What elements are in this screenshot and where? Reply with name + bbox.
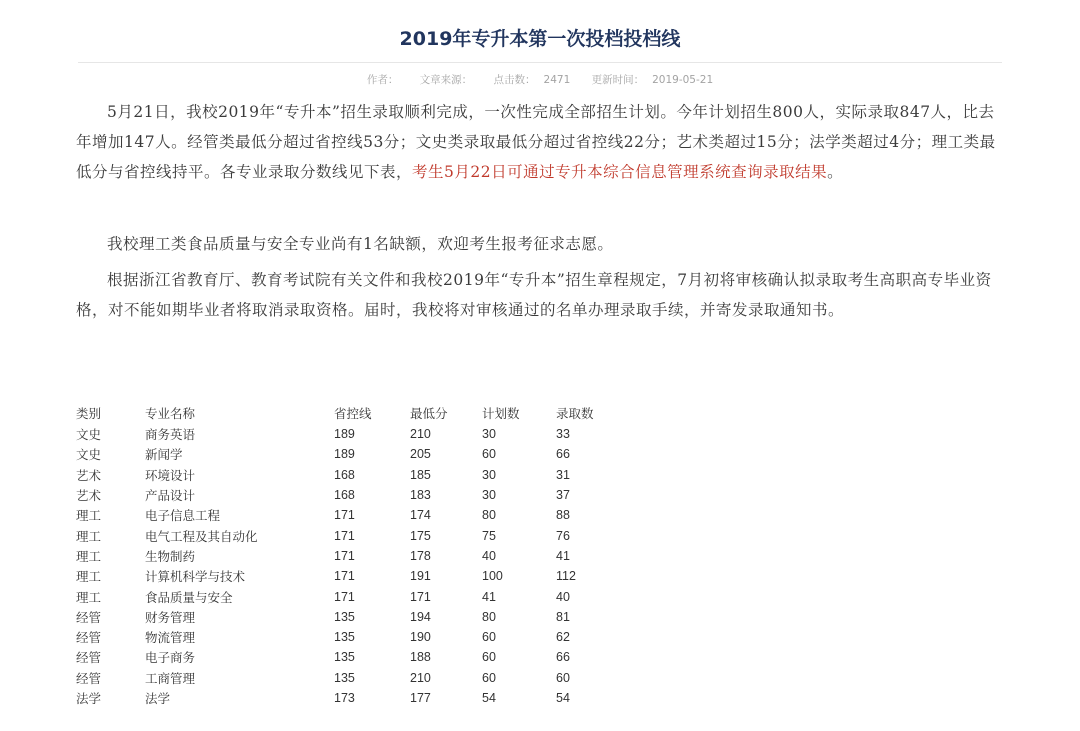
cell-min-score: 205 (410, 447, 431, 462)
cell-control-line: 173 (334, 691, 355, 705)
cell-plan-count: 60 (482, 670, 496, 685)
cell-control-line: 168 (334, 467, 355, 482)
header-category: 类别 (76, 407, 102, 421)
paragraph-admission-highlight: 考生5月22日可通过专升本综合信息管理系统查询录取结果 (412, 163, 828, 181)
cell-major: 计算机科学与技术 (145, 570, 246, 585)
meta-clicks-value: 2471 (543, 74, 571, 86)
cell-control-line: 168 (334, 488, 355, 503)
meta-source-label: 文章来源： (419, 74, 473, 86)
paragraph-admission-summary (76, 97, 1004, 187)
table-row (70, 627, 616, 647)
header-min-score: 最低分 (410, 407, 448, 421)
cell-min-score: 194 (410, 609, 431, 624)
cell-major: 物流管理 (145, 631, 196, 646)
cell-control-line: 189 (334, 447, 355, 462)
cell-control-line: 189 (334, 427, 355, 442)
cell-control-line: 171 (334, 589, 355, 604)
cell-admitted-count: 88 (556, 508, 570, 523)
table-row (70, 546, 616, 566)
cell-plan-count: 40 (482, 548, 496, 563)
cell-category: 理工 (76, 570, 102, 585)
cell-min-score: 171 (410, 589, 431, 604)
table-row (70, 424, 616, 444)
cell-category: 理工 (76, 549, 102, 564)
cell-control-line: 171 (334, 508, 355, 523)
paragraph-qualification: 根据浙江省教育厅、教育考试院有关文件和我校2019年“专升本”招生章程规定，7月初将审核确认拟录取考生高职高专毕业资格，对不能如期毕业者将取消录取资格。届时，我校将对审核通过的名单办理录取手续，并寄发录取通知书。 (76, 271, 992, 319)
table-row (70, 668, 616, 688)
cell-admitted-count: 33 (556, 427, 570, 442)
cell-category: 艺术 (76, 468, 102, 483)
cell-admitted-count: 60 (556, 670, 570, 685)
cell-major: 新闻学 (145, 448, 183, 463)
cell-plan-count: 30 (482, 488, 496, 503)
article-title: 2019年专升本第一次投档投档线 (399, 28, 681, 50)
header-admitted-count: 录取数 (556, 407, 594, 421)
cell-plan-count: 75 (482, 528, 496, 543)
cell-control-line: 171 (334, 548, 355, 563)
meta-updated-label: 更新时间： (591, 74, 645, 86)
cell-major: 财务管理 (145, 610, 196, 625)
table-row (70, 566, 616, 586)
cell-min-score: 174 (410, 508, 431, 523)
cell-major: 电子商务 (145, 651, 196, 666)
cell-major: 环境设计 (145, 468, 196, 483)
cell-admitted-count: 112 (556, 569, 576, 584)
cell-admitted-count: 41 (556, 548, 570, 563)
meta-clicks-label: 点击数： (493, 74, 536, 86)
cell-category: 理工 (76, 590, 102, 605)
cell-category: 经管 (76, 651, 102, 666)
paragraph-admission-text: 5月21日，我校2019年“专升本”招生录取顺利完成，一次性完成全部招生计划。今年计划招生800人，实际录取847人，比去年增加147人。经管类最低分超过省控线53分；文史类录取最低分超过省控线22分；艺术类超过15分；法学类超过4分；理工类最低分与省控线持平。各专业录取分数线见下表， (76, 103, 996, 181)
paragraph-vacancy: 我校理工类食品质量与安全专业尚有1名缺额，欢迎考生报考征求志愿。 (107, 235, 614, 253)
header-major: 专业名称 (145, 407, 196, 421)
table-header-row (70, 402, 616, 424)
table-row (70, 586, 616, 606)
cell-control-line: 171 (334, 569, 355, 584)
table-row (70, 444, 616, 464)
cell-min-score: 191 (410, 569, 431, 584)
cell-admitted-count: 66 (556, 650, 570, 665)
cell-major: 食品质量与安全 (145, 590, 233, 605)
cell-admitted-count: 31 (556, 467, 570, 482)
cell-category: 文史 (76, 448, 102, 463)
cell-major: 产品设计 (145, 489, 196, 504)
cell-plan-count: 80 (482, 508, 496, 523)
cell-major: 工商管理 (145, 671, 196, 686)
score-table (70, 402, 616, 708)
cell-category: 艺术 (76, 489, 102, 504)
table-row (70, 688, 616, 708)
cell-major: 电气工程及其自动化 (145, 529, 258, 544)
cell-major: 生物制药 (145, 549, 196, 564)
cell-admitted-count: 76 (556, 528, 570, 543)
table-row (70, 647, 616, 667)
cell-category: 理工 (76, 509, 102, 524)
cell-major: 商务英语 (145, 428, 196, 443)
cell-category: 经管 (76, 610, 102, 625)
cell-major: 法学 (145, 692, 171, 706)
cell-category: 法学 (76, 692, 102, 706)
cell-admitted-count: 40 (556, 589, 570, 604)
cell-min-score: 210 (410, 427, 431, 442)
table-row (70, 505, 616, 525)
table-row (70, 485, 616, 505)
cell-admitted-count: 37 (556, 488, 570, 503)
article-meta (0, 72, 1080, 87)
cell-plan-count: 100 (482, 569, 503, 584)
cell-min-score: 183 (410, 488, 431, 503)
cell-category: 理工 (76, 529, 102, 544)
cell-category: 经管 (76, 631, 102, 646)
cell-plan-count: 60 (482, 650, 496, 665)
cell-control-line: 171 (334, 528, 355, 543)
cell-category: 经管 (76, 671, 102, 686)
cell-category: 文史 (76, 428, 102, 443)
cell-plan-count: 30 (482, 427, 496, 442)
cell-min-score: 177 (410, 691, 431, 705)
title-divider (78, 62, 1002, 63)
cell-plan-count: 30 (482, 467, 496, 482)
cell-major: 电子信息工程 (145, 509, 221, 524)
cell-control-line: 135 (334, 670, 355, 685)
table-body (70, 424, 616, 708)
cell-min-score: 188 (410, 650, 431, 665)
meta-updated-value: 2019-05-21 (652, 74, 714, 86)
cell-control-line: 135 (334, 609, 355, 624)
cell-plan-count: 80 (482, 609, 496, 624)
header-control-line: 省控线 (334, 407, 372, 421)
table-row (70, 465, 616, 485)
cell-plan-count: 41 (482, 589, 496, 604)
cell-plan-count: 54 (482, 691, 496, 705)
cell-min-score: 185 (410, 467, 431, 482)
cell-admitted-count: 54 (556, 691, 570, 705)
meta-author-label: 作者： (366, 74, 399, 86)
cell-plan-count: 60 (482, 630, 496, 645)
cell-admitted-count: 81 (556, 609, 570, 624)
cell-min-score: 210 (410, 670, 431, 685)
table-row (70, 525, 616, 545)
cell-admitted-count: 62 (556, 630, 570, 645)
cell-min-score: 178 (410, 548, 431, 563)
paragraph-admission-end: 。 (827, 163, 844, 181)
cell-plan-count: 60 (482, 447, 496, 462)
cell-min-score: 190 (410, 630, 431, 645)
cell-admitted-count: 66 (556, 447, 570, 462)
cell-control-line: 135 (334, 650, 355, 665)
table-row (70, 607, 616, 627)
cell-min-score: 175 (410, 528, 431, 543)
cell-control-line: 135 (334, 630, 355, 645)
header-plan-count: 计划数 (482, 407, 520, 421)
